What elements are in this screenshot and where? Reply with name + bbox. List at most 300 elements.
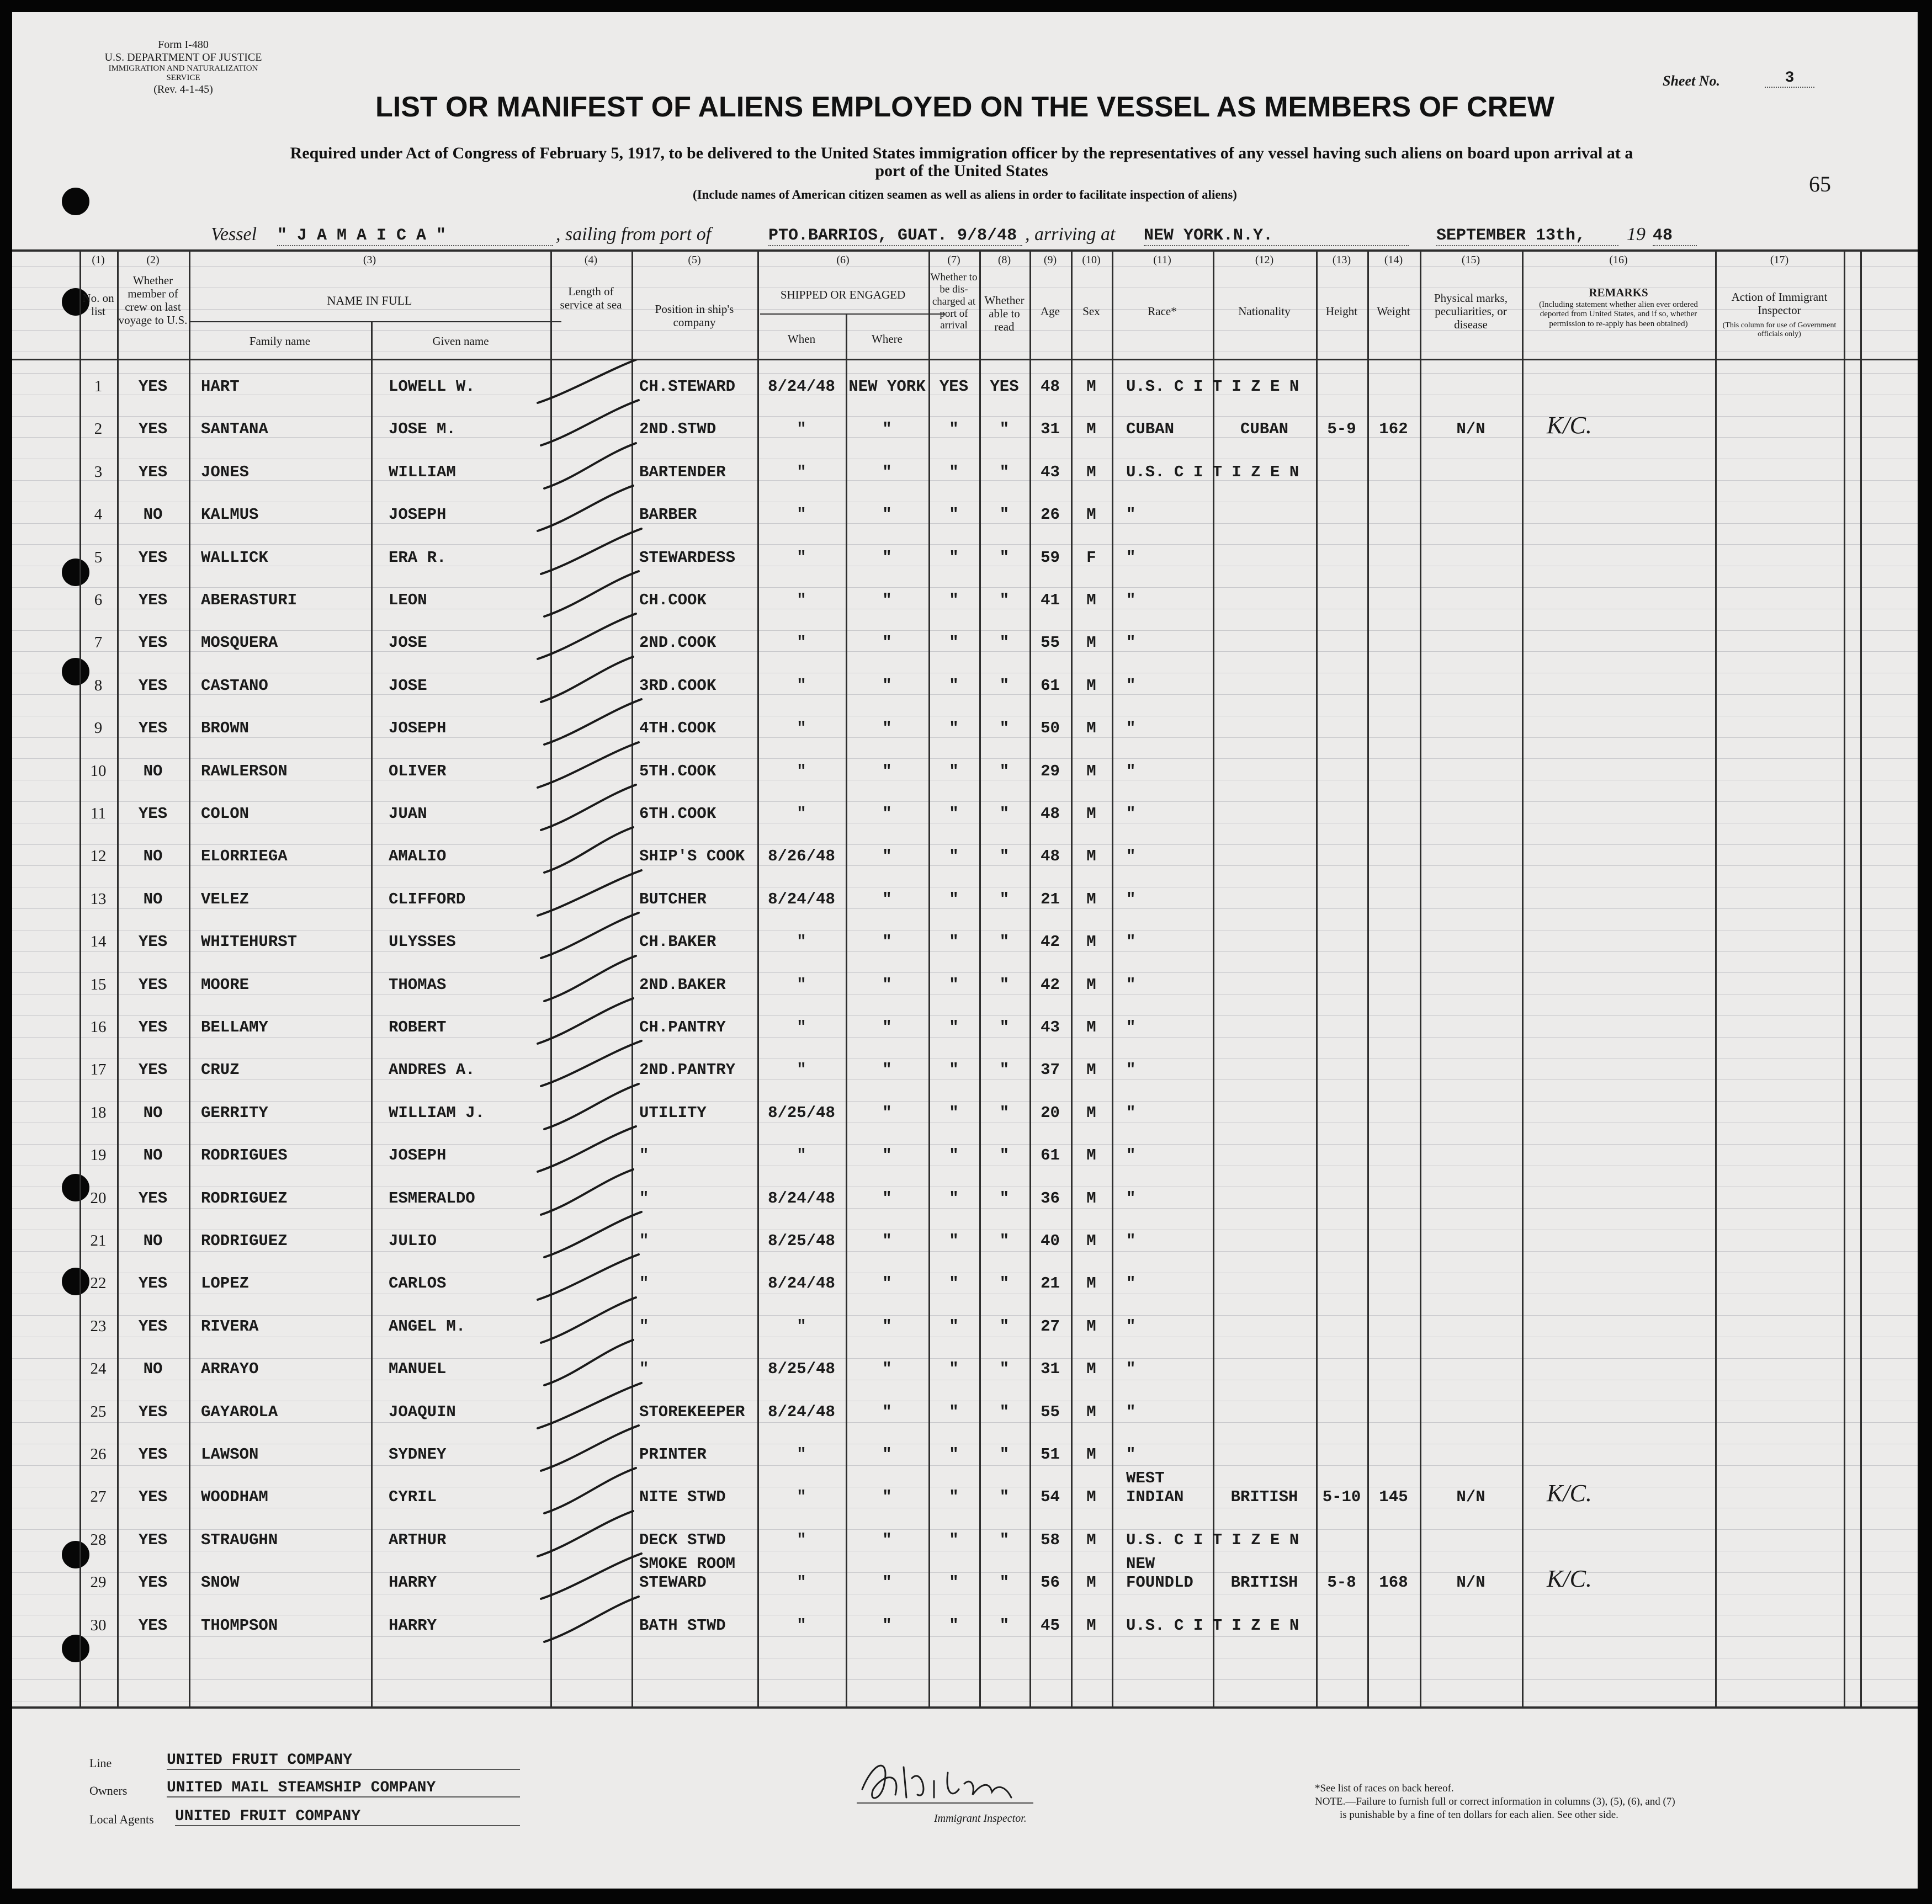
header-no-on-list: No. on list <box>82 291 114 318</box>
cell-no: 27 <box>90 1488 107 1506</box>
cell-read: " <box>999 933 1010 951</box>
cell-disch: " <box>949 1488 959 1506</box>
cell-sex: M <box>1086 1445 1096 1464</box>
slash-mark <box>541 913 639 958</box>
colnum-6: (6) <box>836 254 850 266</box>
cell-no: 20 <box>90 1189 107 1207</box>
cell-disch: " <box>949 1616 959 1635</box>
slash-mark <box>544 956 636 1001</box>
cell-where: " <box>882 1061 892 1079</box>
cell-disch: YES <box>939 377 969 396</box>
cell-age: 27 <box>1041 1317 1060 1336</box>
cell-family: JONES <box>201 463 250 481</box>
cell-age: 51 <box>1041 1445 1060 1464</box>
cell-where: NEW YORK <box>848 377 926 396</box>
cell-where: " <box>882 1274 892 1293</box>
cell-member: NO <box>143 1104 163 1122</box>
ledger-rule <box>12 1037 1918 1038</box>
cell-age: 55 <box>1041 634 1060 652</box>
cell-member: YES <box>138 463 168 481</box>
cell-sex: M <box>1086 847 1096 865</box>
cell-family: GAYAROLA <box>201 1403 278 1421</box>
cell-race: " <box>1126 1403 1136 1421</box>
cell-disch: " <box>949 420 959 438</box>
cell-sex: M <box>1086 1616 1096 1635</box>
cell-position: " <box>639 1360 649 1378</box>
cell-race: " <box>1126 1146 1136 1164</box>
col-divider <box>1112 249 1113 1708</box>
cell-given: CLIFFORD <box>389 890 466 908</box>
ledger-rule <box>12 1251 1918 1252</box>
cell-position: " <box>639 1232 649 1250</box>
cell-where: " <box>882 591 892 609</box>
cell-position: CH.BAKER <box>639 933 716 951</box>
cell-when: " <box>797 933 806 951</box>
slash-mark <box>544 443 636 488</box>
cell-given: CYRIL <box>389 1488 437 1506</box>
cell-disch: " <box>949 1573 959 1592</box>
cell-race: " <box>1126 1317 1136 1336</box>
cell-where: " <box>882 1616 892 1635</box>
cell-no: 2 <box>94 420 103 438</box>
ledger-rule <box>12 972 1918 973</box>
cell-member: NO <box>143 1360 163 1378</box>
cell-given: JOAQUIN <box>389 1403 456 1421</box>
cell-race: U.S. C I T I Z E N <box>1126 1616 1299 1635</box>
cell-no: 23 <box>90 1317 107 1335</box>
cell-race: " <box>1126 1360 1136 1378</box>
remark-handwritten: K/C. <box>1547 412 1592 439</box>
cell-disch: " <box>949 1317 959 1336</box>
cell-no: 15 <box>90 976 107 993</box>
ledger-rule <box>12 1572 1918 1573</box>
colnum-4: (4) <box>584 254 598 266</box>
ledger-rule <box>12 801 1918 802</box>
ledger-rule <box>12 908 1918 909</box>
cell-weight: 168 <box>1379 1573 1408 1592</box>
port-of-arrival: NEW YORK.N.Y. <box>1144 226 1409 246</box>
header-nationality: Nationality <box>1238 305 1291 318</box>
cell-sex: M <box>1086 805 1096 823</box>
cell-age: 43 <box>1041 1018 1060 1036</box>
cell-no: 16 <box>90 1018 107 1036</box>
cell-read: " <box>999 1189 1010 1208</box>
cell-family: WOODHAM <box>201 1488 268 1506</box>
cell-position: BARTENDER <box>639 463 726 481</box>
cell-where: " <box>882 805 892 823</box>
cell-given: ULYSSES <box>389 933 456 951</box>
cell-position: UTILITY <box>639 1104 707 1122</box>
cell-when: " <box>797 634 806 652</box>
colnum-15: (15) <box>1461 254 1480 266</box>
cell-age: 56 <box>1041 1573 1060 1592</box>
cell-read: " <box>999 591 1010 609</box>
cell-family: BELLAMY <box>201 1018 268 1036</box>
ledger-rule <box>12 1636 1918 1637</box>
cell-family: CASTANO <box>201 677 268 695</box>
cell-age: 59 <box>1041 549 1060 567</box>
cell-read: " <box>999 1360 1010 1378</box>
cell-family: ARRAYO <box>201 1360 259 1378</box>
cell-position: CH.COOK <box>639 591 707 609</box>
remark-handwritten: K/C. <box>1547 1480 1592 1507</box>
cell-age: 36 <box>1041 1189 1060 1208</box>
cell-age: 45 <box>1041 1616 1060 1635</box>
cell-when: " <box>797 762 806 780</box>
cell-sex: M <box>1086 420 1096 438</box>
cell-read: " <box>999 976 1010 994</box>
cell-member: YES <box>138 1488 168 1506</box>
cell-race: " <box>1126 1445 1136 1464</box>
cell-position: 3RD.COOK <box>639 677 716 695</box>
cell-race: " <box>1126 890 1136 908</box>
header-name-in-full: NAME IN FULL <box>327 294 412 307</box>
cell-disch: " <box>949 549 959 567</box>
slash-mark <box>544 827 633 873</box>
arrival-date: SEPTEMBER 13th, <box>1436 226 1618 246</box>
form-number: Form I-480 <box>158 39 209 51</box>
cell-read: " <box>999 463 1010 481</box>
cell-member: YES <box>138 1573 168 1592</box>
cell-position: SMOKE ROOM STEWARD <box>639 1555 736 1592</box>
cell-when: " <box>797 1445 806 1464</box>
ledger-rule <box>12 737 1918 738</box>
subtitle-note: (Include names of American citizen seamen as well as aliens in order to facilitate inspection of aliens) <box>693 188 1237 201</box>
header-sex: Sex <box>1082 305 1100 318</box>
cell-race: CUBAN <box>1126 420 1175 438</box>
cell-position: STEWARDESS <box>639 549 736 567</box>
remark-handwritten: K/C. <box>1547 1565 1592 1592</box>
cell-position: 2ND.BAKER <box>639 976 726 994</box>
cell-read: " <box>999 890 1010 908</box>
cell-given: JUAN <box>389 805 427 823</box>
cell-disch: " <box>949 1232 959 1250</box>
cell-when: " <box>797 549 806 567</box>
ledger-rule <box>12 1208 1918 1209</box>
cell-family: RODRIGUES <box>201 1146 288 1164</box>
cell-when: " <box>797 1531 806 1549</box>
cell-race: " <box>1126 677 1136 695</box>
cell-given: JOSEPH <box>389 719 447 737</box>
cell-marks: N/N <box>1456 420 1485 438</box>
cell-when: " <box>797 506 806 524</box>
cell-when: " <box>797 1317 806 1336</box>
cell-family: MOORE <box>201 976 250 994</box>
cell-no: 19 <box>90 1146 107 1164</box>
cell-disch: " <box>949 762 959 780</box>
cell-position: 2ND.PANTRY <box>639 1061 736 1079</box>
cell-race: " <box>1126 1274 1136 1293</box>
cell-sex: M <box>1086 1146 1096 1164</box>
cell-race: " <box>1126 591 1136 609</box>
cell-where: " <box>882 1104 892 1122</box>
cell-race: " <box>1126 933 1136 951</box>
cell-nat: BRITISH <box>1230 1573 1298 1592</box>
cell-no: 21 <box>90 1232 107 1249</box>
cell-where: " <box>882 890 892 908</box>
colnum-12: (12) <box>1255 254 1274 266</box>
cell-given: JOSE M. <box>389 420 456 438</box>
cell-member: YES <box>138 1531 168 1549</box>
cell-family: ELORRIEGA <box>201 847 288 865</box>
cell-marks: N/N <box>1456 1488 1485 1506</box>
cell-where: " <box>882 1488 892 1506</box>
cell-race: " <box>1126 719 1136 737</box>
cell-no: 1 <box>94 377 103 395</box>
cell-member: NO <box>143 1232 163 1250</box>
cell-sex: M <box>1086 506 1096 524</box>
cell-race: " <box>1126 1104 1136 1122</box>
cell-race: U.S. C I T I Z E N <box>1126 377 1299 396</box>
cell-family: MOSQUERA <box>201 634 278 652</box>
cell-no: 26 <box>90 1445 107 1463</box>
arriving-label: , arriving at <box>1025 224 1116 244</box>
cell-when: " <box>797 463 806 481</box>
ledger-rule <box>12 587 1918 588</box>
cell-no: 10 <box>90 762 107 780</box>
cell-when: " <box>797 1488 806 1506</box>
cell-nat: CUBAN <box>1240 420 1288 438</box>
cell-read: " <box>999 1445 1010 1464</box>
cell-given: ANDRES A. <box>389 1061 475 1079</box>
cell-no: 30 <box>90 1616 107 1634</box>
cell-where: " <box>882 976 892 994</box>
cell-given: JOSEPH <box>389 1146 447 1164</box>
cell-family: GERRITY <box>201 1104 268 1122</box>
cell-where: " <box>882 1317 892 1336</box>
cell-read: " <box>999 1488 1010 1506</box>
cell-disch: " <box>949 463 959 481</box>
cell-family: STRAUGHN <box>201 1531 278 1549</box>
cell-sex: M <box>1086 1061 1096 1079</box>
cell-family: ABERASTURI <box>201 591 298 609</box>
cell-age: 43 <box>1041 463 1060 481</box>
cell-race: " <box>1126 506 1136 524</box>
table-top-border <box>12 249 1918 252</box>
manifest-sheet <box>12 12 1918 1889</box>
agents-value: UNITED FRUIT COMPANY <box>175 1808 520 1826</box>
cell-where: " <box>882 463 892 481</box>
cell-member: YES <box>138 1403 168 1421</box>
slash-mark <box>541 400 639 445</box>
cell-sex: M <box>1086 890 1096 908</box>
cell-given: THOMAS <box>389 976 447 994</box>
cell-age: 31 <box>1041 420 1060 438</box>
line-value: UNITED FRUIT COMPANY <box>167 1752 520 1770</box>
owners-value: UNITED MAIL STEAMSHIP COMPANY <box>167 1779 520 1797</box>
cell-sex: F <box>1086 549 1096 567</box>
cell-where: " <box>882 634 892 652</box>
ledger-rule <box>12 416 1918 417</box>
cell-when: 8/24/48 <box>768 377 835 396</box>
cell-given: LOWELL W. <box>389 377 475 396</box>
cell-read: " <box>999 805 1010 823</box>
cell-no: 6 <box>94 591 103 609</box>
cell-disch: " <box>949 1146 959 1164</box>
cell-where: " <box>882 847 892 865</box>
cell-height: 5-8 <box>1327 1573 1356 1592</box>
cell-age: 21 <box>1041 1274 1060 1293</box>
cell-age: 37 <box>1041 1061 1060 1079</box>
cell-where: " <box>882 1360 892 1378</box>
cell-position: DECK STWD <box>639 1531 726 1549</box>
cell-no: 11 <box>91 805 106 822</box>
cell-where: " <box>882 420 892 438</box>
ledger-rule <box>12 1679 1918 1680</box>
slash-mark <box>541 1041 641 1086</box>
cell-family: RAWLERSON <box>201 762 288 780</box>
cell-where: " <box>882 1403 892 1421</box>
cell-family: RIVERA <box>201 1317 259 1336</box>
cell-given: OLIVER <box>389 762 447 780</box>
cell-race: " <box>1126 549 1136 567</box>
cell-position: 2ND.STWD <box>639 420 716 438</box>
cell-disch: " <box>949 591 959 609</box>
cell-nat: BRITISH <box>1230 1488 1298 1506</box>
cell-position: 2ND.COOK <box>639 634 716 652</box>
cell-no: 3 <box>94 463 103 481</box>
slash-mark <box>541 1554 641 1599</box>
cell-member: YES <box>138 1317 168 1336</box>
cell-race: " <box>1126 1018 1136 1036</box>
cell-given: WILLIAM J. <box>389 1104 485 1122</box>
cell-age: 26 <box>1041 506 1060 524</box>
cell-height: 5-10 <box>1322 1488 1361 1506</box>
cell-read: " <box>999 719 1010 737</box>
header-shipped: SHIPPED OR ENGAGED <box>780 288 906 301</box>
cell-marks: N/N <box>1456 1573 1485 1592</box>
cell-read: " <box>999 1573 1010 1592</box>
slash-mark <box>538 1511 633 1556</box>
cell-position: 6TH.COOK <box>639 805 716 823</box>
cell-position: BUTCHER <box>639 890 707 908</box>
colnum-7: (7) <box>947 254 960 266</box>
cell-age: 20 <box>1041 1104 1060 1122</box>
cell-sex: M <box>1086 762 1096 780</box>
cell-no: 5 <box>94 549 103 566</box>
cell-when: " <box>797 1018 806 1036</box>
header-whether-member: Whether member of crew on last voyage to U.S. <box>118 274 188 327</box>
cell-race: " <box>1126 762 1136 780</box>
cell-no: 24 <box>90 1360 107 1378</box>
cell-position: BARBER <box>639 506 697 524</box>
page-mark: 65 <box>1809 172 1831 196</box>
cell-position: PRINTER <box>639 1445 707 1464</box>
cell-where: " <box>882 762 892 780</box>
cell-where: " <box>882 1189 892 1208</box>
cell-family: COLON <box>201 805 250 823</box>
agents-label: Local Agents <box>89 1812 154 1826</box>
line-label: Line <box>89 1756 112 1770</box>
cell-sex: M <box>1086 933 1096 951</box>
ledger-rule <box>12 373 1918 374</box>
cell-weight: 162 <box>1379 420 1408 438</box>
cell-given: ANGEL M. <box>389 1317 466 1336</box>
cell-disch: " <box>949 1360 959 1378</box>
cell-where: " <box>882 1018 892 1036</box>
slash-mark <box>538 742 639 788</box>
cell-sex: M <box>1086 1317 1096 1336</box>
cell-given: HARRY <box>389 1616 437 1635</box>
ledger-rule <box>12 1101 1918 1102</box>
cell-family: LAWSON <box>201 1445 259 1464</box>
cell-race: " <box>1126 805 1136 823</box>
header-bottom-border <box>12 359 1918 360</box>
cell-when: " <box>797 1061 806 1079</box>
cell-given: ROBERT <box>389 1018 447 1036</box>
cell-disch: " <box>949 1445 959 1464</box>
cell-age: 41 <box>1041 591 1060 609</box>
ledger-rule <box>12 865 1918 866</box>
cell-given: WILLIAM <box>389 463 456 481</box>
cell-family: SNOW <box>201 1573 240 1592</box>
cell-member: YES <box>138 1061 168 1079</box>
col-divider <box>1860 249 1862 1708</box>
header-length-service: Length of service at sea <box>560 285 622 312</box>
colnum-10: (10) <box>1082 254 1101 266</box>
cell-member: NO <box>143 847 163 865</box>
table-bottom-border <box>12 1706 1918 1709</box>
ledger-rule <box>12 1079 1918 1080</box>
cell-sex: M <box>1086 1573 1096 1592</box>
cell-age: 48 <box>1041 805 1060 823</box>
cell-when: " <box>797 1616 806 1635</box>
header-remarks: REMARKS <box>1589 286 1648 299</box>
ledger-rule <box>12 1358 1918 1359</box>
cell-race: WEST INDIAN <box>1126 1469 1184 1506</box>
col-divider <box>1522 249 1524 1708</box>
slash-mark <box>544 1468 636 1513</box>
cell-when: 8/25/48 <box>768 1232 835 1250</box>
cell-given: SYDNEY <box>389 1445 447 1464</box>
header-able-read: Whether able to read <box>984 294 1025 334</box>
slash-mark <box>538 486 633 531</box>
cell-sex: M <box>1086 1403 1096 1421</box>
cell-no: 17 <box>90 1061 107 1078</box>
header-race: Race* <box>1148 305 1177 318</box>
cell-when: " <box>797 677 806 695</box>
cell-member: YES <box>138 1189 168 1208</box>
cell-where: " <box>882 1445 892 1464</box>
cell-age: 42 <box>1041 976 1060 994</box>
year: 48 <box>1653 226 1697 246</box>
col-divider <box>1715 249 1717 1708</box>
header-given-name: Given name <box>432 334 489 348</box>
header-action: Action of Immigrant Inspector <box>1731 290 1828 317</box>
cell-sex: M <box>1086 677 1096 695</box>
slash-mark <box>544 571 639 616</box>
cell-member: YES <box>138 1445 168 1464</box>
cell-family: KALMUS <box>201 506 259 524</box>
cell-when: " <box>797 591 806 609</box>
slash-mark <box>541 1169 633 1215</box>
cell-sex: M <box>1086 719 1096 737</box>
cell-when: 8/24/48 <box>768 1403 835 1421</box>
cell-no: 29 <box>90 1573 107 1591</box>
service: IMMIGRATION AND NATURALIZATION SERVICE <box>108 64 258 83</box>
cell-member: YES <box>138 591 168 609</box>
cell-position: " <box>639 1146 649 1164</box>
subtitle-line-1: Required under Act of Congress of February 5, 1917, to be delivered to the United States immigration officer by the representatives of any vessel having such aliens on board upon arrival at a <box>290 144 1633 162</box>
cell-given: JOSE <box>389 677 427 695</box>
cell-sex: M <box>1086 1104 1096 1122</box>
cell-read: " <box>999 677 1010 695</box>
cell-when: " <box>797 805 806 823</box>
cell-when: " <box>797 719 806 737</box>
cell-member: NO <box>143 762 163 780</box>
cell-where: " <box>882 1146 892 1164</box>
colnum-16: (16) <box>1609 254 1628 266</box>
